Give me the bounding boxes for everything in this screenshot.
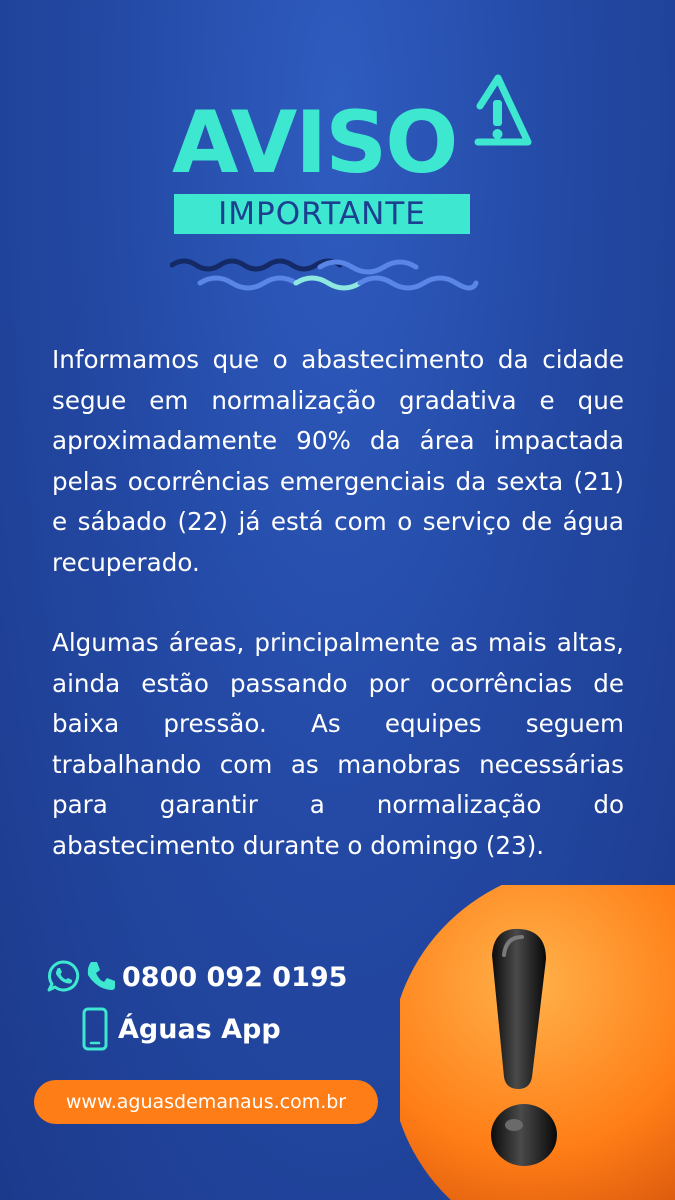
page-title: AVISO [172, 93, 457, 193]
website-link[interactable]: www.aguasdemanaus.com.br [34, 1080, 378, 1124]
waves-decoration [170, 255, 490, 305]
smartphone-icon [82, 1007, 108, 1051]
notice-text [52, 340, 624, 906]
title-block [170, 60, 540, 310]
paragraph-1: Informamos que o abastecimento da cidade segue em normalização gradativa e que aproximadamente 90% da área impactada pelas ocorrências emergenciais da sexta (21) e sábado (22) já está com o serviço de água recuperado. [52, 345, 624, 577]
paragraph-2: Algumas áreas, principalmente as mais altas, ainda estão passando por ocorrências de baixa pressão. As equipes seguem trabalhando com as manobras necessárias para garantir a normalização do abastecimento durante o domingo (23). [52, 628, 624, 860]
app-label[interactable]: Águas App [118, 1014, 281, 1045]
subtitle-banner: IMPORTANTE [174, 194, 470, 234]
app-row[interactable] [82, 1007, 281, 1056]
phone-icon [84, 959, 118, 993]
whatsapp-icon [46, 959, 80, 993]
warning-triangle-icon [458, 66, 534, 152]
phone-number[interactable]: 0800 092 0195 [122, 962, 348, 993]
exclamation-3d-icon [400, 885, 675, 1200]
